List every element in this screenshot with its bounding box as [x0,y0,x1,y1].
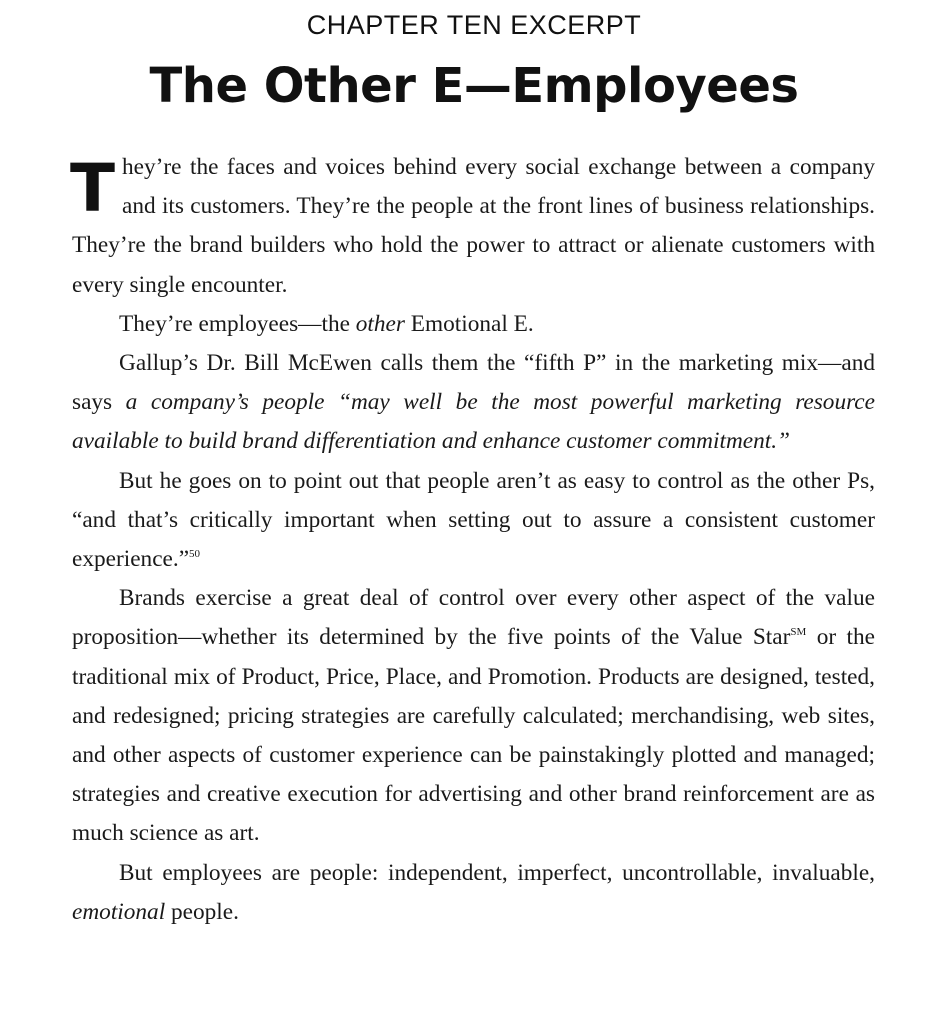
paragraph-2 [72,305,875,344]
chapter-body [72,148,875,932]
paragraph-5-after: or the traditional mix of Product, Price, Place, and Promotion. Products are designed, tested, and redesigned; pricing strategies are carefully calculated; merchandising, web sites, and other aspects of customer experience can be painstakingly plotted and managed; strategies and creative execution for advertising and other brand reinforcement are as much science as art. [72,624,875,847]
paragraph-6-before: But employees are people: independent, imperfect, uncontrollable, invaluable, [119,859,875,886]
paragraph-1 [72,148,875,305]
paragraph-6-after: people. [165,898,239,925]
paragraph-1-text: hey’re the faces and voices behind every social exchange between a company and its customers. They’re the people at the front lines of business relationships. They’re the brand builders who hold the power to attract or alienate customers with every single encounter. [72,154,875,298]
paragraph-5 [72,579,875,853]
paragraph-2-emphasis: other [355,310,405,337]
paragraph-6 [72,854,875,932]
service-mark: SM [790,626,807,639]
paragraph-6-emphasis: emotional [72,898,166,925]
paragraph-3 [72,344,875,462]
paragraph-2-after: Emotional E. [404,310,534,337]
paragraph-4-text: But he goes on to point out that people aren’t as easy to control as the other Ps, “and that’s critically important when setting out to assure a consistent customer experience.” [72,467,875,573]
footnote-marker: 50 [189,548,201,561]
paragraph-3-quote: a company’s people “may well be the most powerful marketing resource available to build brand differentiation and enhance customer commitment.” [72,389,875,455]
paragraph-5-before: Brands exercise a great deal of control over every other aspect of the value proposition—whether its determined by the five points of the Value Star [72,585,875,651]
paragraph-4 [72,462,875,580]
paragraph-2-before: They’re employees—the [119,310,356,337]
chapter-title: The Other E—Employees [149,58,799,114]
chapter-kicker: CHAPTER TEN EXCERPT [306,10,642,40]
drop-cap: T [70,150,116,227]
paragraph-3-before: Gallup’s Dr. Bill McEwen calls them the “fifth P” in the marketing mix—and says [72,350,875,416]
